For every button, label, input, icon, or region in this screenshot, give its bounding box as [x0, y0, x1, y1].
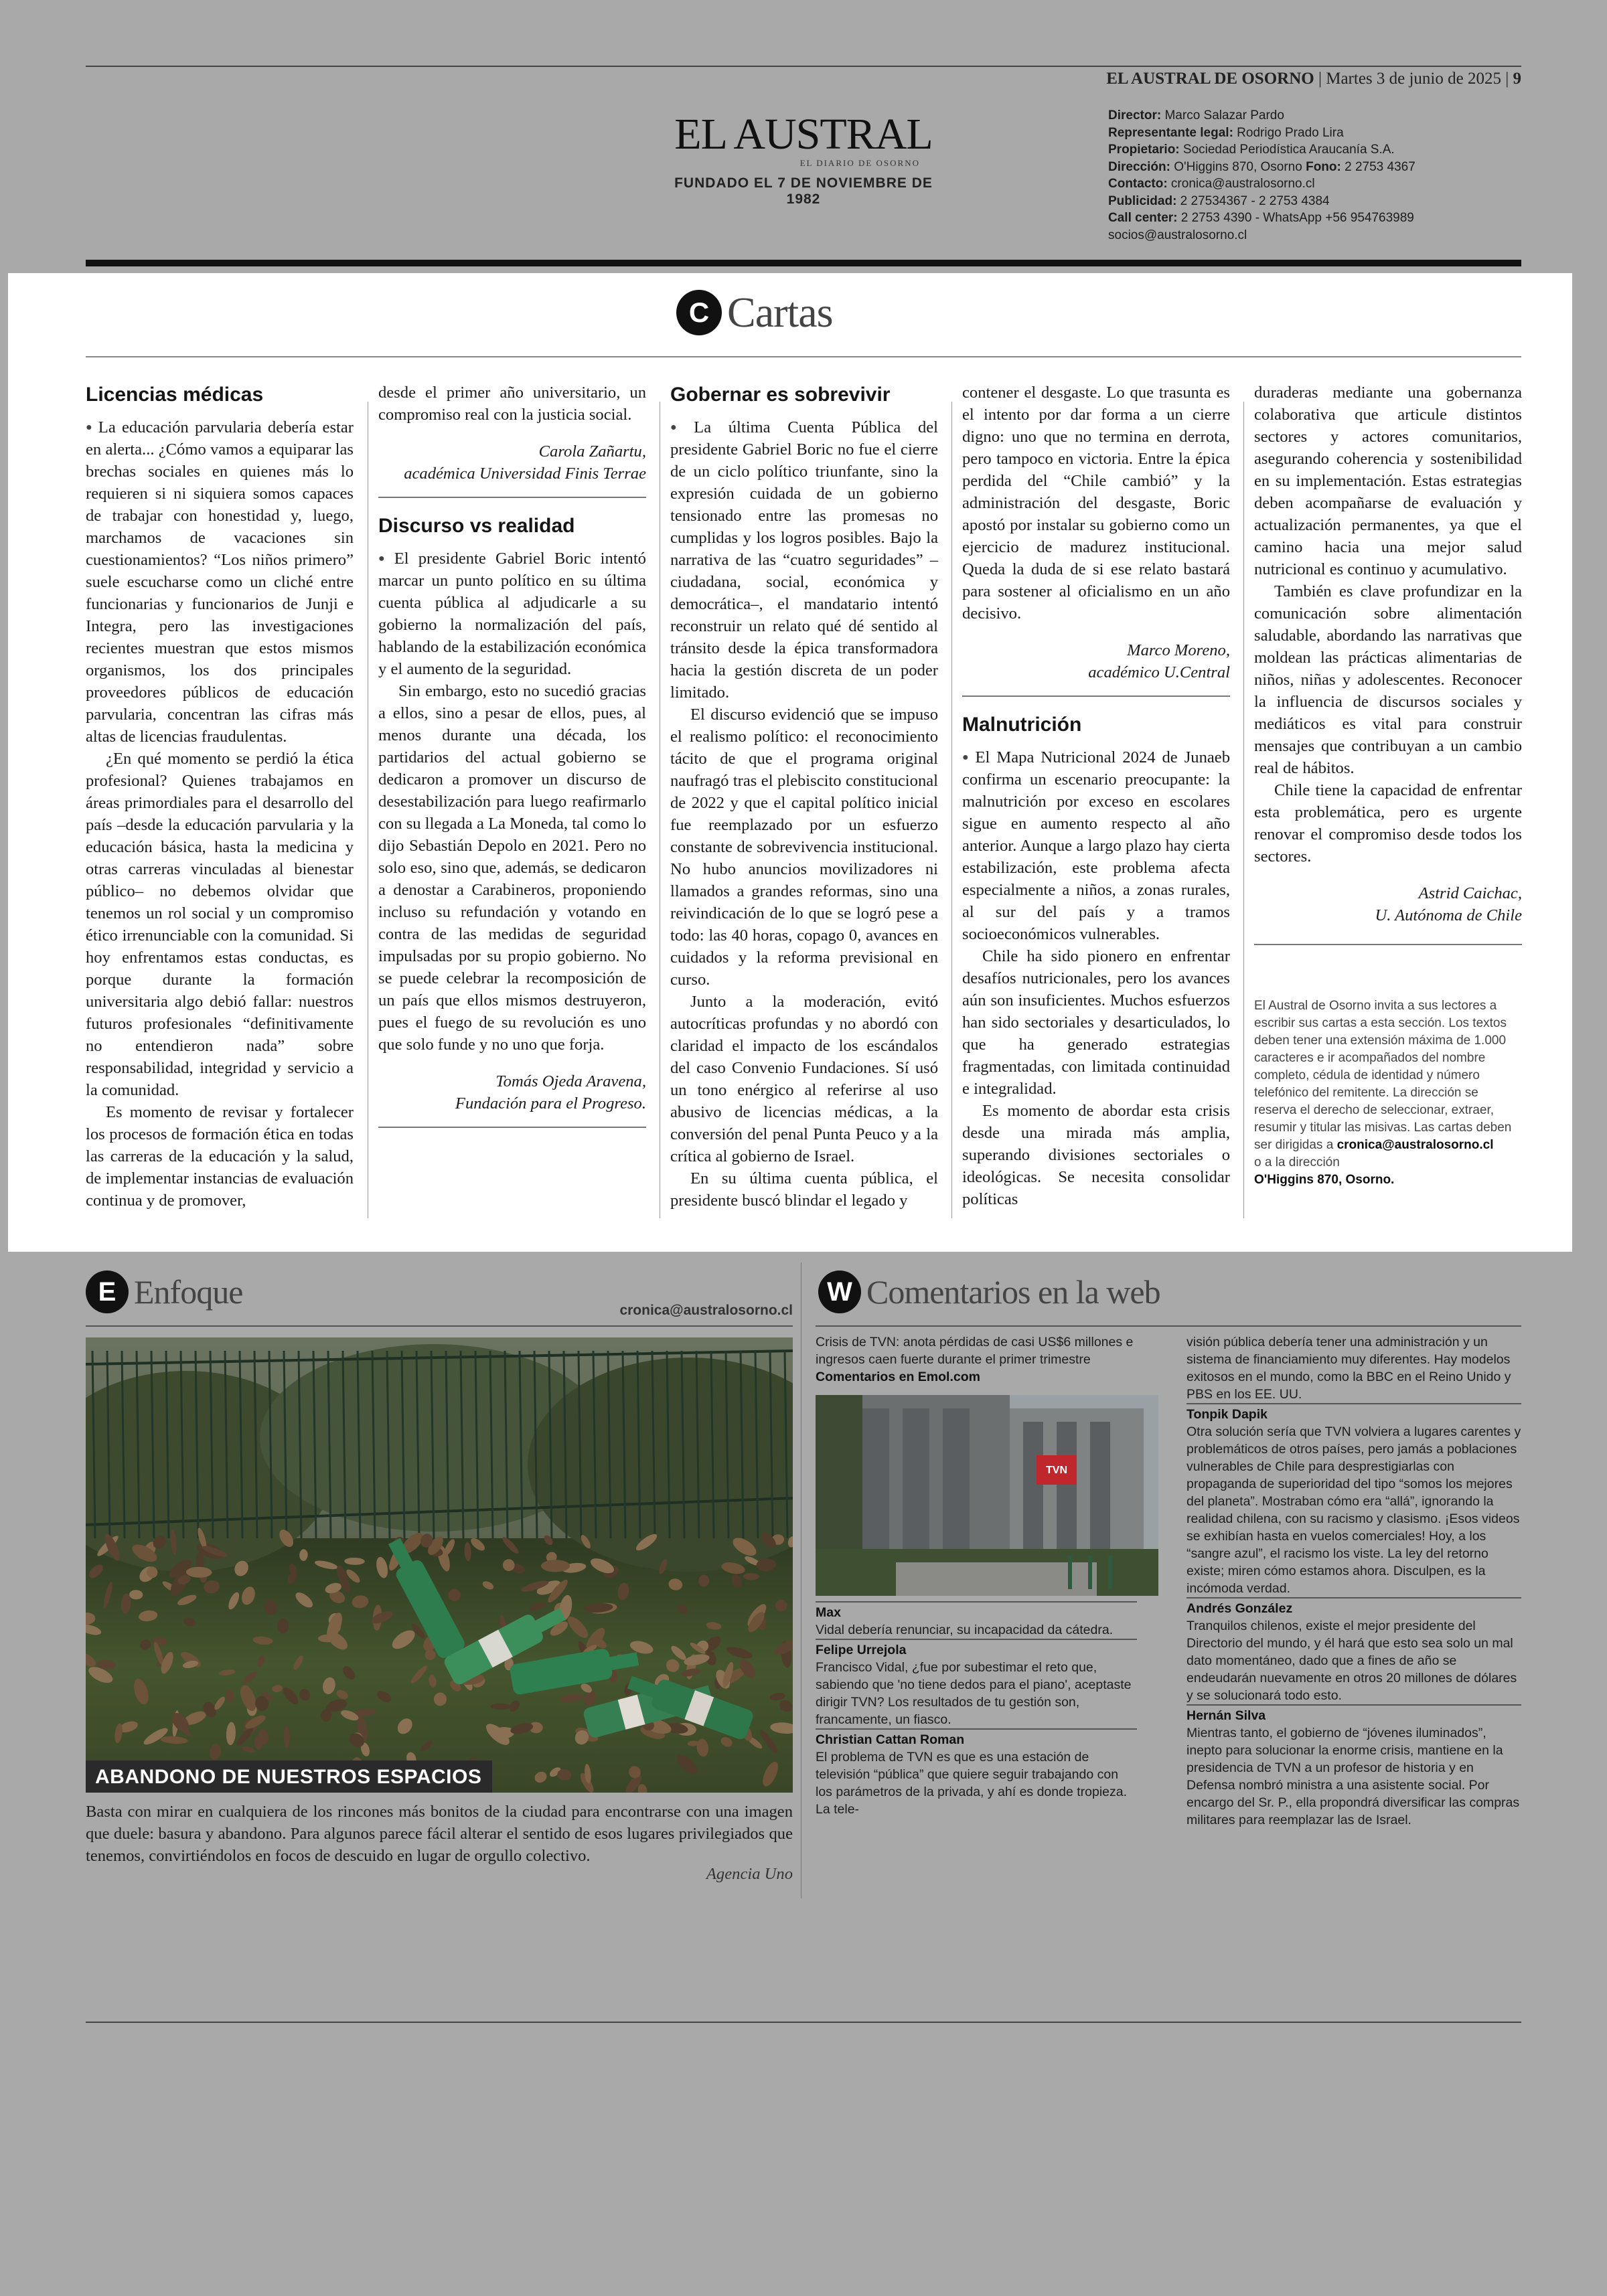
letter-paragraph: Sin embargo, esto no sucedió gracias a ellos, sino a pesar de ellos, pues, al menos durante una década, los partidarios del actual gobierno se dedicaron a promover un discurso de desestabilización para luego reafirmarlo con su llegada a La Moneda, tal como lo dijo Sebastián Depolo en 2021. Pero no solo eso, sino que, además, se dedicaron a denostar a Carabineros, proponiendo incluso su refundación y votando en contra de las medidas de seguridad impulsadas por su propio gobierno. No se puede celebrar la recomposición de un país que ellos mismos destruyeron, pues el fuego de su revolución es uno que solo funde y no uno que forja. [378, 682, 646, 1054]
letter-licencias [86, 382, 354, 1212]
web-comment [1187, 1597, 1521, 1704]
web-rule [816, 1325, 1521, 1327]
credit-value: O'Higgins 870, Osorno [1170, 159, 1306, 174]
letter-headline: Licencias médicas [86, 384, 264, 406]
comment-author: Felipe Urrejola [816, 1643, 907, 1657]
credit-label: Propietario: [1108, 143, 1180, 157]
comments-list-left [816, 1601, 1137, 1818]
letter-paragraph: Chile ha sido pionero en enfrentar desafíos nutricionales, pero los avances aún son insuficientes. Muchos esfuerzos han sido sectoriales y desarticulados, lo que ha generado estrategias fragmentadas, con limitada continuidad e integralidad. [962, 947, 1230, 1098]
letter-paragraph: ¿En qué momento se perdió la ética profesional? Quienes trabajamos en áreas primordiales para el desarrollo del país –desde la educación parvularia y la educación básica, hasta la medicina y otras carreras vinculadas al bienestar público– no debemos olvidar que tenemos un rol social y un compromiso ético irrenunciable con la comunidad. Si hoy enfrentamos estas conductas, es porque durante la formación universitaria algo debió fallar: nuestros futuros profesionales “definitivamente no entendieron nada” sobre responsabilidad, integridad y servicio a la comunidad. [86, 750, 354, 1099]
comment-author: Hernán Silva [1187, 1708, 1266, 1723]
web-column-left [816, 1333, 1137, 1818]
letter-separator [378, 497, 646, 498]
dry-leaf [541, 1560, 570, 1572]
letter-paragraph: Es momento de revisar y fortalecer los procesos de formación ética en todas las carreras de la educación y la salud, de implementar instancias de evaluación continua y de promover, [86, 1103, 354, 1210]
abandoned-bottles-illustration [86, 1337, 793, 1793]
letter-signature [378, 1070, 646, 1115]
letter-paragraph: Junto a la moderación, evitó autocríticas profundas y no abordó con claridad el impacto de los escándalos del caso Convenio Fundaciones. Sí usó un tono enérgico al referirse al uso abusivo de licencias médicas, a la conversión del penal Punta Peuco y a la crítica al gobierno de Israel. [670, 993, 938, 1165]
credit-row [1108, 159, 1523, 176]
letter-continuation: También es clave profundizar en la comunicación sobre alimentación saludable, abordando las narrativas que moldean las prácticas alimentarias de niños, niñas y adolescentes. Reconocer la influencia de discursos sociales y mediáticos es vital para construir mensajes que contribuyan a un cambio real de hábitos. [1254, 582, 1522, 777]
letter-paragraph: El discurso evidenció que se impuso el realismo político: el reconocimiento tácito de que el programa original naufragó tras el plebiscito constitucional de 2022 y que el capital político inicial fue reemplazado por un esfuerzo constante de sobrevivencia institucional. No hubo anuncios movilizadores ni llamados a grandes reformas, sino una reivindicación de lo que se logró pese a todo: las 40 horas, copago 0, avances en cuidados y la reforma previsional en curso. [670, 706, 938, 989]
credit-label: Fono: [1306, 159, 1341, 174]
invitation-or: o a la dirección [1254, 1155, 1340, 1169]
founded-line: FUNDADO EL 7 DE NOVIEMBRE DE 1982 [674, 175, 933, 207]
folio: EL AUSTRAL DE OSORNO | Martes 3 de junio de 2025 | 9 [1106, 70, 1521, 88]
comment-text: Otra solución sería que TVN volviera a lugares carentes y problemáticos de otros países, pero jamás a poblaciones vulnerables de Chile para desprestigiarlas con propaganda de superioridad del tipo “somos los mejores del planeta”. Mostraban cómo era “allá”, ignorando la realidad chilena, con su racismo y clasismo. ¡Esos videos se exhibían hasta en vuelos comerciales! Hoy, a los “sangre azul”, el racismo los viste. La ley del retorno existe; miren cómo estamos ahora. Disculpen, es la incómoda verdad. [1187, 1424, 1521, 1596]
credit-value: Sociedad Periodística Araucanía S.A. [1179, 143, 1395, 157]
letters-invitation [1254, 997, 1522, 1189]
letter-paragraph: ● El presidente Gabriel Boric intentó marcar un punto político en su última cuenta pública al adjudicarle a su gobierno la normalización del país, hablando de la estabilización económica y el aumento de la seguridad. [378, 548, 646, 680]
letter-signature [962, 639, 1230, 683]
letter-gobernar [670, 382, 938, 1212]
web-title: Comentarios en la web [866, 1273, 1160, 1311]
column-divider [951, 402, 952, 1218]
letter-affiliation: U. Autónoma de Chile [1375, 906, 1522, 924]
tvn-logo: TVN [1046, 1465, 1067, 1476]
web-comment [816, 1639, 1137, 1728]
comment-continuation: visión pública debería tener una administración y un sistema de financiamiento muy diferentes. Hay modelos exitosos en el mundo, como la BBC en el Reino Unido y PBS en los EE. UU. [1187, 1335, 1511, 1402]
enfoque-header [86, 1270, 242, 1313]
web-comment [1187, 1403, 1521, 1597]
comments-list-right [1187, 1403, 1521, 1829]
web-column-right [1187, 1333, 1521, 1829]
credit-label: Contacto: [1108, 177, 1168, 191]
column-4 [962, 382, 1230, 1210]
credit-label: Director: [1108, 108, 1162, 122]
invitation-email[interactable]: cronica@australosorno.cl [1336, 1138, 1494, 1152]
letter-paragraph: ● La educación parvularia debería estar en alerta... ¿Cómo vamos a equiparar las brechas sociales en quienes más lo requieren si ni siquiera somos capaces de trabajar con honestidad y, luego, marchamos de vacaciones sin cuestionamientos? “Los niños primero” suele escucharse como un cliché entre funcionarias y funcionarios de Junji e Integra, pero las investigaciones recientes muestran que estos mismos organismos, los dos principales proveedores públicos de educación parvularia, concentran las cifras más altas de licencias fraudulentas. [86, 416, 354, 748]
letter-signature [1254, 882, 1522, 926]
enfoque-text: Basta con mirar en cualquiera de los rincones más bonitos de la ciudad para encontrarse con una imagen que duele: basura y abandono. Para algunos parece fácil alterar el sentido de esos lugares privilegiados que tenemos, convirtiéndolos en focos de descuido en lugar de orgullo colectivo. [86, 1803, 793, 1865]
credit-row [1108, 141, 1523, 159]
folio-paper: EL AUSTRAL DE OSORNO [1106, 70, 1314, 88]
credit-label: Representante legal: [1108, 125, 1233, 140]
letter-author: Tomás Ojeda Aravena, [495, 1072, 646, 1090]
dry-leaf [490, 1704, 510, 1710]
letter-affiliation: académico U.Central [1088, 663, 1230, 681]
invitation-text: El Austral de Osorno invita a sus lectores a escribir sus cartas a esta sección. Los textos deben tener una extensión máxima de 1.000 caracteres e ir acompañados del nombre completo, cédula de identidad y número telefónico del remitente. La dirección se reserva el derecho de seleccionar, extraer, resumir y titular las misivas. Las cartas deben ser dirigidas a [1254, 999, 1512, 1152]
credit-value: Rodrigo Prado Lira [1233, 125, 1344, 140]
letter-paragraph: ● La última Cuenta Pública del presidente Gabriel Boric no fue el cierre de un ciclo político triunfante, sino la expresión cuidada de un gobierno tensionado entre las promesas no cumplidas y los logros posibles. Bajo la narrativa de las “cuatro seguridades” –ciudadana, social, económica y democrática–, el mandatario intentó reconstruir un relato qué dé sentido al tránsito desde la épica transformadora hacia la gestión discreta de un poder limitado. [670, 416, 938, 704]
dry-leaf [284, 1726, 290, 1748]
letter-separator [1254, 944, 1522, 945]
letter-author: Astrid Caichac, [1418, 884, 1522, 902]
comment-author: Andrés González [1187, 1601, 1293, 1616]
enfoque-title: Enfoque [134, 1273, 243, 1311]
cartas-title: Cartas [727, 289, 833, 336]
credit-row [1108, 210, 1523, 227]
enfoque-photo [86, 1337, 793, 1793]
web-badge: W [818, 1270, 861, 1313]
invitation-address: O'Higgins 870, Osorno. [1254, 1173, 1395, 1187]
comment-text: El problema de TVN es que es una estación de televisión “pública” que quiere seguir trabajando con los parámetros de la privada, y ahí es donde tropieza. La tele- [816, 1750, 1128, 1817]
tvn-building-photo [816, 1395, 1158, 1596]
letter-paragraph: En su última cuenta pública, el presidente buscó blindar el legado y [670, 1169, 938, 1210]
credit-label: Publicidad: [1108, 193, 1177, 208]
tvn-building-illustration [816, 1395, 1158, 1596]
credit-value: 2 2753 4367 [1341, 159, 1415, 174]
credit-value: 2 2753 4390 - WhatsApp +56 954763989 [1177, 211, 1414, 225]
credit-row [1108, 107, 1523, 125]
credit-row [1108, 227, 1523, 244]
credit-value: Marco Salazar Pardo [1161, 108, 1284, 122]
bottom-rule [86, 2022, 1521, 2023]
credit-row [1108, 193, 1523, 210]
cartas-badge: C [676, 290, 722, 335]
letter-continuation: desde el primer año universitario, un compromiso real con la justicia social. [378, 384, 646, 424]
letter-separator [378, 1127, 646, 1128]
web-comment [1187, 1704, 1521, 1829]
credit-row [1108, 175, 1523, 193]
newspaper-tagline: EL DIARIO DE OSORNO [799, 158, 920, 168]
web-comment [816, 1728, 1137, 1818]
letter-headline: Discurso vs realidad [378, 515, 575, 537]
photo-credit: Agencia Uno [706, 1865, 793, 1883]
column-divider [1243, 402, 1244, 1218]
comment-text: Vidal debería renunciar, su incapacidad da cátedra. [816, 1623, 1114, 1637]
letter-paragraph: Es momento de abordar esta crisis desde una mirada más amplia, superando divisiones sectoriales o ideológicas. Se necesita consolidar políticas [962, 1102, 1230, 1208]
letter-continuation: duraderas mediante una gobernanza colaborativa que articule distintos sectores y actores comunitarios, asegurando coherencia y sostenibilidad en su implementación. Estas estrategias deben acompañarse de evaluación y actualización permanentes, ya que el camino hacia una mejor salud nutricional es continuo y acumulativo. [1254, 384, 1522, 578]
credit-row [1108, 125, 1523, 142]
top-rule [86, 66, 1521, 67]
folio-date: Martes 3 de junio de 2025 [1326, 70, 1501, 88]
cartas-header [676, 288, 833, 337]
web-story-source: Comentarios en Emol.com [816, 1370, 980, 1384]
letter-continuation: Chile tiene la capacidad de enfrentar esta problemática, pero es urgente renovar el compromiso desde todos los sectores. [1254, 781, 1522, 866]
newspaper-logo: EL AUSTRAL [674, 110, 933, 159]
web-header [818, 1270, 1160, 1313]
enfoque-email[interactable]: cronica@australosorno.cl [619, 1303, 793, 1318]
credit-value: socios@australosorno.cl [1108, 228, 1247, 242]
letter-affiliation: Fundación para el Progreso. [455, 1094, 646, 1113]
credit-value: 2 27534367 - 2 2753 4384 [1176, 193, 1330, 208]
letter-continuation: contener el desgaste. Lo que trasunta es el intento por dar forma a un cierre digno: uno que no termina en derrota, pero tampoco en victoria. Entre la épica perdida del “Chile cambió” y la administración del desgaste, Boric apostó por instalar su gobierno como un ejercicio de madurez institucional. Queda la duda de si ese relato bastará para sostener al oficialismo en un año decisivo. [962, 384, 1230, 623]
web-story-title[interactable]: Crisis de TVN: anota pérdidas de casi US$6 millones e ingresos caen fuerte durante el primer trimestre [816, 1335, 1134, 1367]
enfoque-badge: E [86, 1270, 129, 1313]
letter-paragraph: ● El Mapa Nutricional 2024 de Junaeb confirma un escenario preocupante: la malnutrición por exceso en escolares sigue en aumento respecto al año anterior. Aunque a largo plazo hay cierta estabilización, este problema afecta especialmente a niños, a zonas rurales, al sur del país y a tramos socioeconómicos vulnerables. [962, 746, 1230, 945]
letter-headline: Malnutrición [962, 714, 1082, 736]
comment-author: Max [816, 1605, 841, 1620]
web-comment [816, 1601, 1137, 1639]
cartas-header-rule [86, 356, 1521, 357]
staff-credits [1108, 107, 1523, 244]
comment-author: Tonpik Dapik [1187, 1407, 1268, 1422]
letter-affiliation: académica Universidad Finis Terrae [404, 465, 646, 483]
column-5 [1254, 382, 1522, 1189]
column-2 [378, 382, 646, 1143]
letter-author: Marco Moreno, [1127, 641, 1230, 659]
letter-author: Carola Zañartu, [538, 442, 646, 461]
credit-value: cronica@australosorno.cl [1167, 177, 1315, 191]
letter-separator [962, 695, 1230, 697]
letter-signature [378, 440, 646, 485]
header-bottom-rule [86, 260, 1521, 266]
comment-text: Francisco Vidal, ¿fue por subestimar el reto que, sabiendo que 'no tiene dedos para el piano', aceptaste dirigir TVN? Los resultados de tu gestión son, francamente, un fiasco. [816, 1660, 1132, 1727]
enfoque-rule [86, 1325, 793, 1327]
masthead [663, 112, 944, 208]
photo-caption: ABANDONO DE NUESTROS ESPACIOS [86, 1760, 492, 1793]
comment-text: Tranquilos chilenos, existe el mejor presidente del Directorio del mundo, y él hará que esto sea solo un mal dato momentáneo, dado que a fines de año se endeudarán nuevamente en otros 20 millones de dólares y se solucionará todo esto. [1187, 1619, 1517, 1703]
credit-label: Dirección: [1108, 159, 1170, 174]
credit-label: Call center: [1108, 211, 1178, 225]
comment-text: Mientras tanto, el gobierno de “jóvenes iluminados”, inepto para solucionar la enorme crisis, mantiene en la presidencia de TVN a un profesor de historia y en Defensa nombró ministra a una asistente social. Por encargo del Sr. P., ella propondrá diversificar las compras militares para reemplazar las de Israel. [1187, 1726, 1520, 1827]
comment-author: Christian Cattan Roman [816, 1732, 965, 1747]
letter-headline: Gobernar es sobrevivir [670, 384, 891, 406]
page-number: 9 [1513, 70, 1521, 88]
